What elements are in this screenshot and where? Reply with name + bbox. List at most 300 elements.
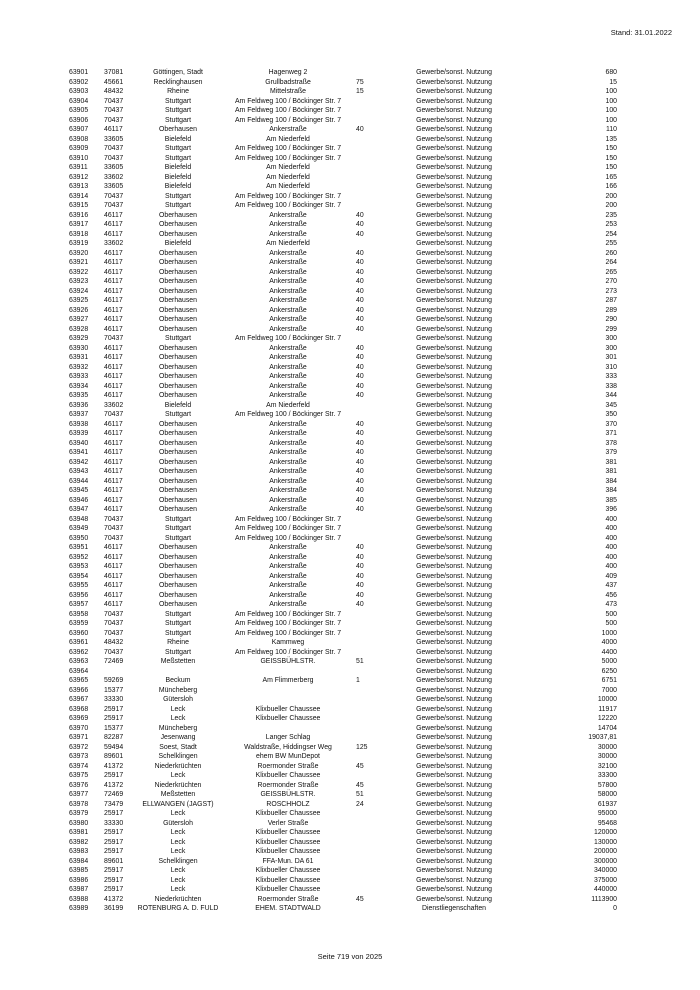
street-text: Klixbueller Chaussee (255, 876, 321, 884)
postal-code: 33602 (104, 401, 124, 409)
table-row (0, 581, 700, 591)
city-text: Stuttgart (164, 335, 192, 342)
usage-type-text: Gewerbe/sonst. Nutzung (416, 601, 492, 608)
postal-code: 70437 (104, 411, 124, 418)
postal-code: 48432 (104, 639, 124, 646)
row-id: 63903 (69, 88, 89, 95)
area-value: 120000 (594, 829, 617, 836)
usage-type-text: Gewerbe/sonst. Nutzung (416, 297, 492, 304)
row-id: 63948 (69, 515, 89, 523)
street-text: Am Niederfeld (266, 173, 310, 181)
area-value: 200000 (594, 848, 617, 855)
house-number: 40 (356, 287, 364, 295)
street-text: Klixbueller Chaussee (255, 715, 321, 722)
house-number: 40 (356, 382, 364, 390)
street-text: Mittelstraße (270, 88, 306, 95)
table-row (0, 296, 700, 306)
row-id: 63989 (69, 905, 89, 912)
street-text: ROSCHHOLZ (266, 800, 310, 808)
city-text: Meßstetten (160, 658, 196, 665)
area-value: 370 (605, 420, 617, 428)
area-value: 100 (605, 107, 617, 114)
usage-type-text: Gewerbe/sonst. Nutzung (416, 373, 492, 380)
street-text: Roermonder Straße (257, 781, 319, 789)
area-value: 100 (605, 97, 617, 105)
table-row (0, 382, 700, 392)
row-id: 63938 (69, 420, 89, 428)
table-row (0, 847, 700, 857)
city-text: Oberhausen (159, 316, 197, 323)
row-id: 63931 (69, 354, 89, 361)
area-value: 57800 (597, 781, 617, 789)
table-row (0, 249, 700, 259)
city-text: Oberhausen (159, 382, 197, 390)
usage-type-text: Gewerbe/sonst. Nutzung (416, 819, 492, 827)
postal-code: 70437 (104, 525, 124, 532)
postal-code: 25917 (104, 810, 124, 817)
row-id: 63952 (69, 553, 89, 561)
postal-code: 82287 (104, 734, 124, 741)
usage-type-text: Gewerbe/sonst. Nutzung (416, 705, 492, 713)
street-text: Klixbueller Chaussee (255, 867, 321, 874)
table-row (0, 220, 700, 230)
street-text: Klixbueller Chaussee (255, 810, 321, 817)
postal-code: 70437 (104, 154, 124, 162)
postal-code: 46117 (104, 468, 123, 475)
area-value: 135 (605, 135, 617, 143)
row-id: 63916 (69, 211, 89, 219)
street-text: Ankerstraße (269, 373, 307, 380)
street-text: Am Feldweg 100 / Böckinger Str. 7 (234, 411, 342, 418)
area-value: 1113900 (591, 895, 617, 903)
table-row (0, 486, 700, 496)
postal-code: 46117 (104, 344, 123, 352)
row-id: 63960 (69, 629, 89, 637)
table-row (0, 239, 700, 249)
row-id: 63925 (69, 297, 89, 304)
area-value: 200 (605, 192, 617, 200)
row-id: 63988 (69, 895, 89, 903)
document-date: Stand: 31.01.2022 (610, 28, 672, 37)
usage-type-text: Gewerbe/sonst. Nutzung (416, 876, 492, 884)
row-id: 63929 (69, 335, 89, 342)
area-value: 301 (605, 354, 617, 361)
usage-type-text: Gewerbe/sonst. Nutzung (416, 221, 492, 228)
house-number: 40 (356, 458, 364, 466)
postal-code: 41372 (104, 762, 124, 770)
table-row (0, 591, 700, 601)
row-id: 63923 (69, 278, 89, 285)
postal-code: 46117 (104, 230, 123, 238)
row-id: 63986 (69, 876, 89, 884)
row-id: 63981 (69, 829, 89, 836)
street-text: Ankerstraße (269, 439, 307, 447)
row-id: 63959 (69, 620, 89, 627)
house-number: 40 (356, 420, 364, 428)
usage-type-text: Gewerbe/sonst. Nutzung (416, 135, 492, 143)
table-row (0, 809, 700, 819)
row-id: 63934 (69, 382, 89, 390)
row-id: 63953 (69, 563, 89, 570)
table-row (0, 610, 700, 620)
postal-code: 25917 (104, 715, 124, 722)
row-id: 63972 (69, 743, 89, 751)
postal-code: 25917 (104, 772, 124, 779)
row-id: 63917 (69, 221, 89, 228)
street-text: Klixbueller Chaussee (255, 886, 321, 893)
postal-code: 89601 (104, 753, 124, 760)
city-text: Göttingen, Stadt (153, 69, 203, 76)
house-number: 40 (356, 430, 364, 437)
city-text: Stuttgart (164, 648, 192, 656)
table-row (0, 534, 700, 544)
house-number: 75 (356, 78, 364, 86)
city-text: Stuttgart (164, 107, 192, 114)
usage-type-text: Gewerbe/sonst. Nutzung (416, 449, 492, 456)
street-text: Hagenweg 2 (268, 69, 308, 76)
postal-code: 33605 (104, 164, 124, 171)
area-value: 400 (605, 534, 617, 542)
city-text: Leck (170, 829, 186, 836)
row-id: 63906 (69, 116, 89, 124)
house-number: 45 (356, 762, 364, 770)
house-number: 40 (356, 363, 364, 371)
postal-code: 37081 (104, 69, 124, 76)
postal-code: 46117 (104, 439, 123, 447)
house-number: 40 (356, 306, 364, 314)
city-text: Oberhausen (159, 496, 197, 504)
street-text: Ankerstraße (269, 449, 307, 456)
city-text: Oberhausen (159, 477, 197, 485)
city-text: Oberhausen (159, 297, 197, 304)
area-value: 437 (605, 582, 617, 589)
table-row (0, 686, 700, 696)
city-text: Oberhausen (159, 553, 197, 561)
city-text: Gütersloh (163, 819, 193, 827)
row-id: 63933 (69, 373, 89, 380)
area-value: 345 (605, 401, 617, 409)
city-text: Oberhausen (159, 126, 197, 133)
area-value: 400 (605, 553, 617, 561)
usage-type-text: Gewerbe/sonst. Nutzung (416, 287, 492, 295)
postal-code: 46117 (104, 221, 123, 228)
usage-type-text: Gewerbe/sonst. Nutzung (416, 591, 492, 599)
usage-type-text: Gewerbe/sonst. Nutzung (416, 259, 492, 266)
usage-type-text: Gewerbe/sonst. Nutzung (416, 278, 492, 285)
city-text: Stuttgart (164, 629, 192, 637)
postal-code: 70437 (104, 107, 124, 114)
postal-code: 46117 (104, 487, 123, 494)
street-text: Grullbadstraße (265, 78, 311, 86)
row-id: 63966 (69, 686, 89, 694)
table-row (0, 762, 700, 772)
usage-type-text: Gewerbe/sonst. Nutzung (416, 781, 492, 789)
row-id: 63932 (69, 363, 89, 371)
street-text: Ankerstraße (269, 344, 307, 352)
row-id: 63962 (69, 648, 89, 656)
postal-code: 46117 (104, 363, 123, 371)
table-row (0, 353, 700, 363)
table-row (0, 543, 700, 553)
area-value: 150 (605, 154, 617, 162)
area-value: 273 (605, 287, 617, 295)
row-id: 63945 (69, 487, 89, 494)
city-text: Leck (170, 705, 186, 713)
street-text: Am Niederfeld (266, 240, 310, 247)
street-text: Am Niederfeld (266, 164, 310, 171)
postal-code: 46117 (104, 297, 123, 304)
house-number: 40 (356, 297, 364, 304)
postal-code: 41372 (104, 781, 124, 789)
city-text: Oberhausen (159, 392, 197, 399)
city-text: Stuttgart (164, 411, 192, 418)
usage-type-text: Gewerbe/sonst. Nutzung (416, 696, 492, 703)
house-number: 40 (356, 354, 364, 361)
usage-type-text: Gewerbe/sonst. Nutzung (416, 458, 492, 466)
usage-type-text: Gewerbe/sonst. Nutzung (416, 325, 492, 333)
usage-type-text: Gewerbe/sonst. Nutzung (416, 145, 492, 152)
table-row (0, 828, 700, 838)
usage-type-text: Gewerbe/sonst. Nutzung (416, 382, 492, 390)
postal-code: 25917 (104, 867, 124, 874)
city-text: Oberhausen (159, 249, 197, 257)
street-text: Roermonder Straße (257, 895, 319, 903)
house-number: 40 (356, 126, 364, 133)
street-text: Langer Schlag (265, 734, 311, 741)
usage-type-text: Gewerbe/sonst. Nutzung (416, 515, 492, 523)
postal-code: 46117 (104, 544, 123, 551)
house-number: 40 (356, 582, 364, 589)
city-text: Leck (170, 876, 186, 884)
table-row (0, 838, 700, 848)
city-text: Oberhausen (159, 563, 197, 570)
postal-code: 70437 (104, 202, 124, 209)
row-id: 63942 (69, 458, 89, 466)
house-number: 40 (356, 477, 364, 485)
postal-code: 46117 (104, 458, 123, 466)
street-text: Ankerstraße (269, 458, 307, 466)
city-text: ROTENBURG A. D. FULD (137, 905, 219, 912)
table-row (0, 895, 700, 905)
area-value: 0 (613, 905, 617, 912)
postal-code: 25917 (104, 848, 124, 855)
table-row (0, 657, 700, 667)
city-text: Oberhausen (159, 354, 197, 361)
row-id: 63930 (69, 344, 89, 352)
usage-type-text: Gewerbe/sonst. Nutzung (416, 734, 492, 741)
postal-code: 46117 (104, 506, 123, 513)
usage-type-text: Gewerbe/sonst. Nutzung (416, 354, 492, 361)
usage-type-text: Gewerbe/sonst. Nutzung (416, 316, 492, 323)
city-text: Rheine (167, 639, 189, 646)
area-value: 264 (605, 259, 617, 266)
table-row (0, 401, 700, 411)
street-text: Am Feldweg 100 / Böckinger Str. 7 (234, 525, 342, 532)
city-text: Oberhausen (159, 487, 197, 494)
city-text: Schelklingen (158, 857, 198, 865)
street-text: Ankerstraße (269, 306, 307, 314)
postal-code: 46117 (104, 572, 123, 580)
area-value: 100 (605, 88, 617, 95)
row-id: 63985 (69, 867, 89, 874)
row-id: 63912 (69, 173, 89, 181)
postal-code: 59494 (104, 743, 124, 751)
table-row (0, 572, 700, 582)
usage-type-text: Dienstliegenschaften (422, 905, 486, 912)
table-row (0, 800, 700, 810)
city-text: Bielefeld (164, 401, 192, 409)
city-text: Leck (170, 886, 186, 893)
city-text: ELLWANGEN (JAGST) (142, 800, 214, 808)
street-text: Ankerstraße (269, 487, 307, 494)
house-number: 51 (356, 791, 364, 798)
street-text: Roermonder Straße (257, 762, 319, 770)
usage-type-text: Gewerbe/sonst. Nutzung (416, 857, 492, 865)
area-value: 381 (605, 458, 617, 466)
usage-type-text: Gewerbe/sonst. Nutzung (416, 762, 492, 770)
city-text: Rheine (167, 88, 189, 95)
city-text: Oberhausen (159, 306, 197, 314)
city-text: Stuttgart (164, 525, 192, 532)
area-value: 409 (605, 572, 617, 580)
usage-type-text: Gewerbe/sonst. Nutzung (416, 506, 492, 513)
usage-type-text: Gewerbe/sonst. Nutzung (416, 715, 492, 722)
street-text: Am Feldweg 100 / Böckinger Str. 7 (234, 515, 342, 523)
table-row (0, 363, 700, 373)
street-text: Waldstraße, Hiddingser Weg (244, 743, 332, 751)
street-text: Am Feldweg 100 / Böckinger Str. 7 (234, 648, 342, 656)
table-row (0, 173, 700, 183)
usage-type-text: Gewerbe/sonst. Nutzung (416, 686, 492, 694)
street-text: Ankerstraße (269, 420, 307, 428)
city-text: Soest, Stadt (159, 743, 197, 751)
row-id: 63974 (69, 762, 89, 770)
row-id: 63961 (69, 639, 89, 646)
postal-code: 46117 (104, 268, 123, 276)
postal-code: 70437 (104, 515, 124, 523)
street-text: Am Feldweg 100 / Böckinger Str. 7 (234, 192, 342, 200)
row-id: 63946 (69, 496, 89, 504)
postal-code: 72469 (104, 658, 124, 665)
postal-code: 46117 (104, 601, 123, 608)
house-number: 1 (356, 677, 360, 684)
street-text: EHEM. STADTWALD (255, 905, 321, 912)
table-row (0, 144, 700, 154)
area-value: 400 (605, 525, 617, 532)
postal-code: 46117 (104, 382, 123, 390)
area-value: 130000 (594, 838, 617, 846)
usage-type-text: Gewerbe/sonst. Nutzung (416, 363, 492, 371)
postal-code: 33330 (104, 696, 124, 703)
table-row (0, 515, 700, 525)
area-value: 400 (605, 544, 617, 551)
postal-code: 72469 (104, 791, 124, 798)
row-id: 63907 (69, 126, 89, 133)
table-row (0, 524, 700, 534)
table-row (0, 857, 700, 867)
street-text: Ankerstraße (269, 268, 307, 276)
table-row (0, 429, 700, 439)
postal-code: 70437 (104, 610, 124, 618)
usage-type-text: Gewerbe/sonst. Nutzung (416, 629, 492, 637)
city-text: Oberhausen (159, 344, 197, 352)
city-text: Oberhausen (159, 325, 197, 333)
postal-code: 46117 (104, 287, 123, 295)
street-text: Klixbueller Chaussee (255, 705, 321, 713)
city-text: Oberhausen (159, 230, 197, 238)
area-value: 680 (605, 69, 617, 76)
street-text: Klixbueller Chaussee (255, 838, 321, 846)
city-text: Schelklingen (158, 753, 198, 760)
usage-type-text: Gewerbe/sonst. Nutzung (416, 230, 492, 238)
city-text: Bielefeld (164, 164, 192, 171)
street-text: Am Niederfeld (266, 401, 310, 409)
postal-code: 25917 (104, 838, 124, 846)
postal-code: 70437 (104, 620, 124, 627)
row-id: 63901 (69, 69, 89, 76)
row-id: 63982 (69, 838, 89, 846)
row-id: 63918 (69, 230, 89, 238)
street-text: Am Niederfeld (266, 183, 310, 190)
city-text: Meßstetten (160, 791, 196, 798)
postal-code: 46117 (104, 430, 123, 437)
area-value: 7000 (601, 686, 617, 694)
city-text: Leck (170, 772, 186, 779)
postal-code: 46117 (104, 563, 123, 570)
house-number: 40 (356, 230, 364, 238)
city-text: Stuttgart (164, 116, 192, 124)
area-value: 1000 (601, 629, 617, 637)
usage-type-text: Gewerbe/sonst. Nutzung (416, 268, 492, 276)
row-id: 63913 (69, 183, 89, 190)
city-text: Oberhausen (159, 439, 197, 447)
area-value: 396 (605, 506, 617, 513)
table-row (0, 211, 700, 221)
row-id: 63943 (69, 468, 89, 475)
area-value: 254 (605, 230, 617, 238)
usage-type-text: Gewerbe/sonst. Nutzung (416, 534, 492, 542)
area-value: 100 (605, 116, 617, 124)
row-id: 63944 (69, 477, 89, 485)
postal-code: 46117 (104, 477, 123, 485)
postal-code: 46117 (104, 420, 123, 428)
street-text: Am Feldweg 100 / Böckinger Str. 7 (234, 629, 342, 637)
row-id: 63922 (69, 268, 89, 276)
area-value: 400 (605, 515, 617, 523)
usage-type-text: Gewerbe/sonst. Nutzung (416, 829, 492, 836)
table-row (0, 287, 700, 297)
area-value: 456 (605, 591, 617, 599)
area-value: 235 (605, 211, 617, 219)
area-value: 384 (605, 477, 617, 485)
table-row (0, 458, 700, 468)
city-text: Oberhausen (159, 468, 197, 475)
usage-type-text: Gewerbe/sonst. Nutzung (416, 838, 492, 846)
house-number: 40 (356, 344, 364, 352)
house-number: 40 (356, 487, 364, 494)
table-row (0, 439, 700, 449)
postal-code: 59269 (104, 677, 124, 684)
area-value: 379 (605, 449, 617, 456)
row-id: 63947 (69, 506, 89, 513)
row-id: 63905 (69, 107, 89, 114)
area-value: 500 (605, 610, 617, 618)
row-id: 63977 (69, 791, 89, 798)
row-id: 63975 (69, 772, 89, 779)
street-text: Klixbueller Chaussee (255, 772, 321, 779)
postal-code: 46117 (104, 582, 123, 589)
row-id: 63951 (69, 544, 89, 551)
